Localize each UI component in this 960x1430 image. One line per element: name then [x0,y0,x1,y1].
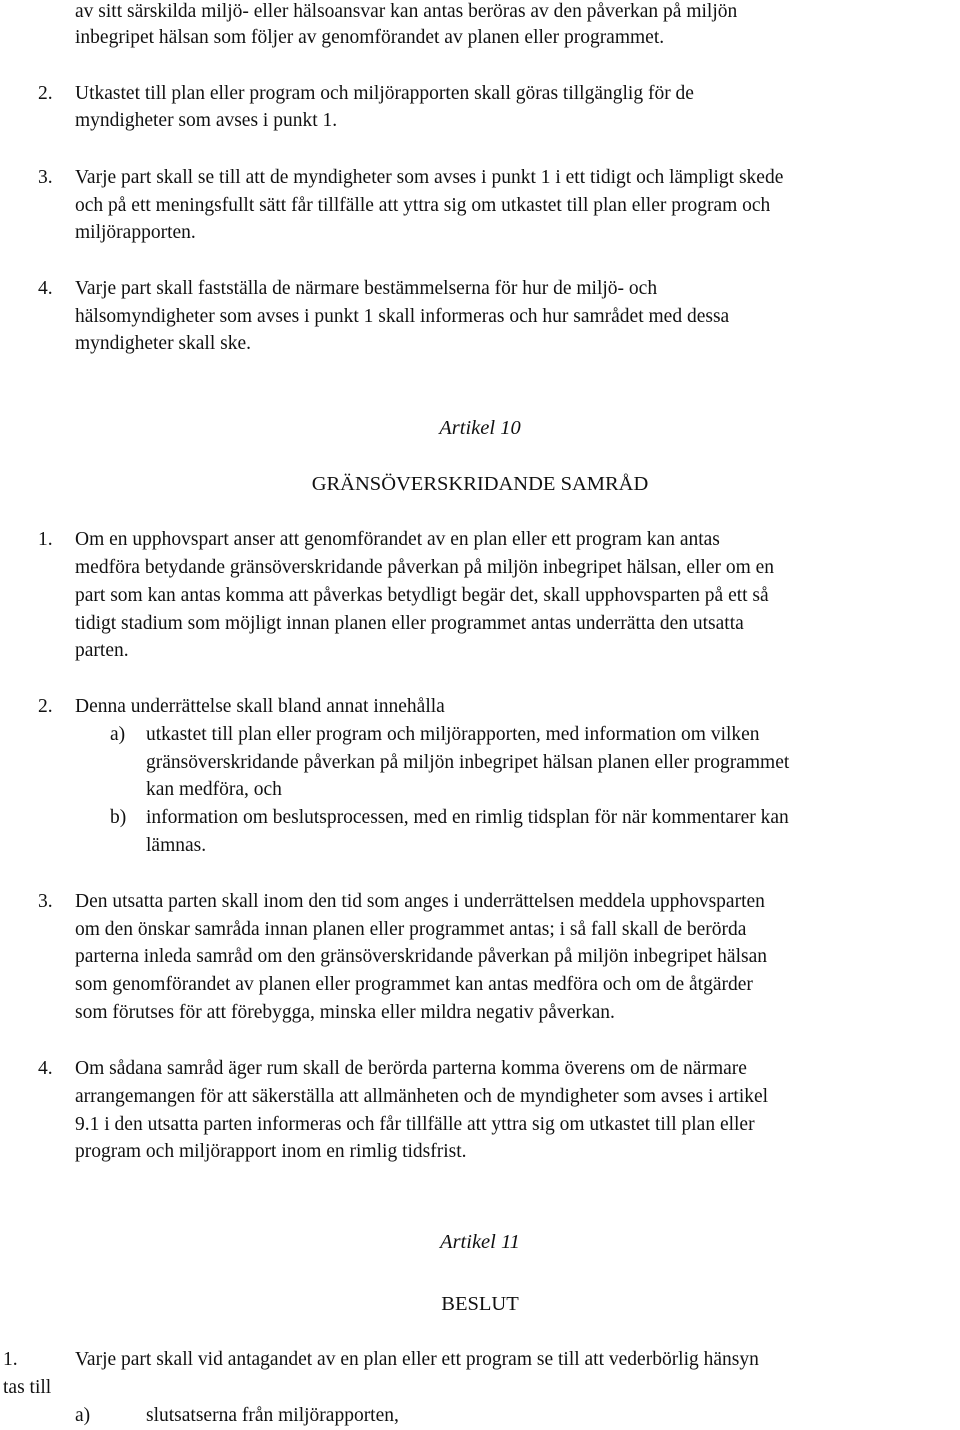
item-text-line: miljörapporten. [75,222,196,243]
subitem-text-line: lämnas. [146,835,207,856]
item-text-line: 9.1 i den utsatta parten informeras och får tillfälle att yttra sig om utkastet till plan eller [75,1114,755,1135]
item-text-line: parterna inleda samråd om den gränsöverskridande påverkan på miljön inbegripet hälsan [75,946,768,967]
intro-line: av sitt särskilda miljö- eller hälsoansvar kan antas beröras av den påverkan på miljön [75,1,738,22]
item-text-line: Om en upphovspart anser att genomförandet av en plan eller ett program kan antas [75,529,720,550]
item-text-line: Den utsatta parten skall inom den tid som anges i underrättelsen meddela upphovsparten [75,891,765,912]
item-number: 3. [38,891,53,912]
item-number: 4. [38,278,53,299]
article-label: Artikel 11 [440,1231,520,1253]
item-text-line: hälsomyndigheter som avses i punkt 1 skall informeras och hur samrådet med dessa [75,306,730,327]
subitem-text-line: slutsatserna från miljörapporten, [146,1405,399,1426]
item-text-line: om den önskar samråda innan planen eller programmet antas; i så fall skall de berörda [75,919,747,940]
item-text-line: Varje part skall se till att de myndigheter som avses i punkt 1 i ett tidigt och lämpligt skede [75,167,784,188]
item-number: 4. [38,1058,53,1079]
item-number: 1. [38,529,53,550]
article-label: Artikel 10 [439,417,521,439]
item-text-line: program och miljörapport inom en rimlig tidsfrist. [75,1141,467,1162]
intro-line: inbegripet hälsan som följer av genomförandet av planen eller programmet. [75,27,665,48]
subitem-text-line: information om beslutsprocessen, med en rimlig tidsplan för när kommentarer kan [146,807,789,828]
article-title: GRÄNSÖVERSKRIDANDE SAMRÅD [311,473,649,495]
item-text-line: part som kan antas komma att påverkas betydligt begär det, skall upphovsparten på ett så [75,585,769,606]
item-text-line: parten. [75,640,129,661]
item-text-line: Om sådana samråd äger rum skall de berörda parterna komma överens om de närmare [75,1058,747,1079]
item-text-line: Utkastet till plan eller program och miljörapporten skall göras tillgänglig för de [75,83,694,104]
subitem-text-line: gränsöverskridande påverkan på miljön inbegripet hälsan planen eller programmet [146,752,790,773]
item-number: 2. [38,696,53,717]
item-text-line: arrangemangen för att säkerställa att allmänheten och de myndigheter som avses i artikel [75,1086,769,1107]
item-number: 1. [3,1349,18,1370]
item-number: 3. [38,167,53,188]
item-text-line: myndigheter som avses i punkt 1. [75,110,338,131]
subitem-text-line: kan medföra, och [146,779,282,800]
item-text-line: medföra betydande gränsöverskridande påverkan på miljön inbegripet hälsan, eller om en [75,557,775,578]
subitem-letter: b) [110,807,127,828]
item-text-line: Varje part skall fastställa de närmare bestämmelserna för hur de miljö- och [75,278,658,299]
item-text-line: som förutses för att förebygga, minska eller mildra negativ påverkan. [75,1002,615,1023]
item-text-line: Denna underrättelse skall bland annat innehålla [75,696,445,717]
item-text-line: myndigheter skall ske. [75,333,252,354]
item-text-line: Varje part skall vid antagandet av en plan eller ett program se till att vederbörlig hänsyn [75,1349,759,1370]
item-text-line: tas till [3,1377,52,1398]
item-text-line: tidigt stadium som möjligt innan planen eller programmet antas underrätta den utsatta [75,613,744,634]
subitem-letter: a) [75,1405,91,1426]
article-title: BESLUT [441,1293,519,1315]
subitem-text-line: utkastet till plan eller program och miljörapporten, med information om vilken [146,724,760,745]
item-text-line: som genomförandet av planen eller programmet kan antas medföra och om de åtgärder [75,974,753,995]
subitem-letter: a) [110,724,126,745]
item-number: 2. [38,83,53,104]
item-text-line: och på ett meningsfullt sätt får tillfälle att yttra sig om utkastet till plan eller program och [75,195,771,216]
